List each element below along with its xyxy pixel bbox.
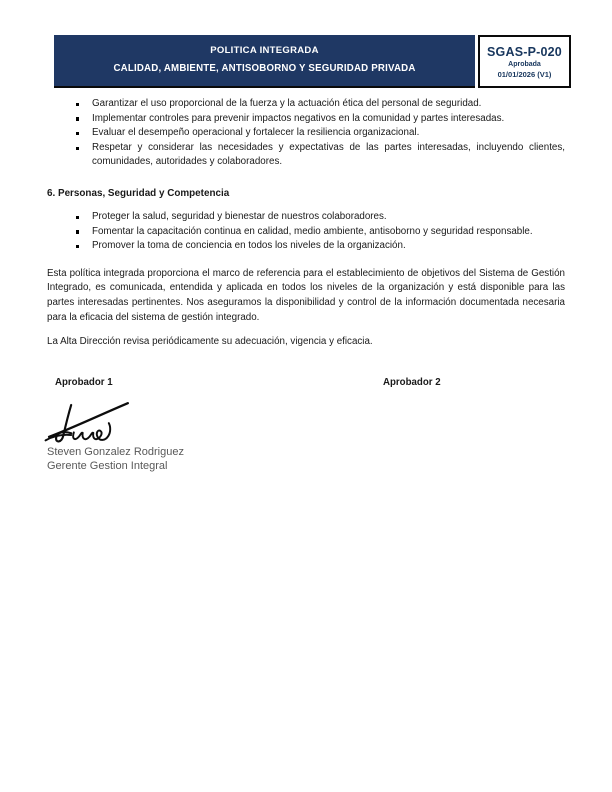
approvals-row xyxy=(47,377,565,390)
header-subtitle: CALIDAD, AMBIENTE, ANTISOBORNO Y SEGURIDAD PRIVADA xyxy=(113,63,416,74)
bullet-item: Proteger la salud, seguridad y bienestar de nuestros colaboradores. xyxy=(92,210,565,225)
doc-date-version: 01/01/2026 (V1) xyxy=(497,69,552,79)
bullet-item: Garantizar el uso proporcional de la fuerza y la actuación ética del personal de seguridad. xyxy=(92,97,565,112)
approver-2-label: Aprobador 2 xyxy=(383,376,441,388)
signer-name: Steven Gonzalez Rodriguez xyxy=(47,445,184,458)
approver-1-label: Aprobador 1 xyxy=(55,376,113,388)
bullet-item: Evaluar el desempeño operacional y fortalecer la resiliencia organizacional. xyxy=(92,126,565,141)
bullet-item: Implementar controles para prevenir impactos negativos en la comunidad y partes interesadas. xyxy=(92,112,565,127)
signature-image xyxy=(38,397,138,443)
bullet-item: Promover la toma de conciencia en todos los niveles de la organización. xyxy=(92,239,565,254)
document-header xyxy=(54,35,571,88)
doc-code-box xyxy=(478,35,571,88)
bullet-list-section-6 xyxy=(47,210,565,254)
section-6-heading: 6. Personas, Seguridad y Competencia xyxy=(47,187,230,199)
header-title-block xyxy=(54,35,475,88)
doc-code: SGAS-P-020 xyxy=(487,44,562,59)
handwritten-signature-icon xyxy=(38,397,138,443)
doc-status: Aprobada xyxy=(508,60,541,68)
document-content xyxy=(47,35,565,473)
signer-title: Gerente Gestion Integral xyxy=(47,459,168,472)
bullet-item: Fomentar la capacitación continua en calidad, medio ambiente, antisoborno y seguridad responsable. xyxy=(92,225,565,240)
bullet-item: Respetar y considerar las necesidades y expectativas de las partes interesadas, incluyendo clientes, comunidades, autoridades y colaboradores. xyxy=(92,141,565,170)
bullet-list-top xyxy=(47,97,565,170)
management-review-paragraph: La Alta Dirección revisa periódicamente su adecuación, vigencia y eficacia. xyxy=(47,336,373,348)
policy-scope-paragraph: Esta política integrada proporciona el marco de referencia para el establecimiento de objetivos del Sistema de Gestión Integrado, es comunicada, entendida y aplicada en todos los niveles de la organización y está disponible para las partes interesadas pertinentes. Nos aseguramos la disponibilidad y control de la información documentada necesaria para la eficacia del sistema de gestión integrado. xyxy=(47,267,565,323)
header-title: POLITICA INTEGRADA xyxy=(210,45,319,56)
